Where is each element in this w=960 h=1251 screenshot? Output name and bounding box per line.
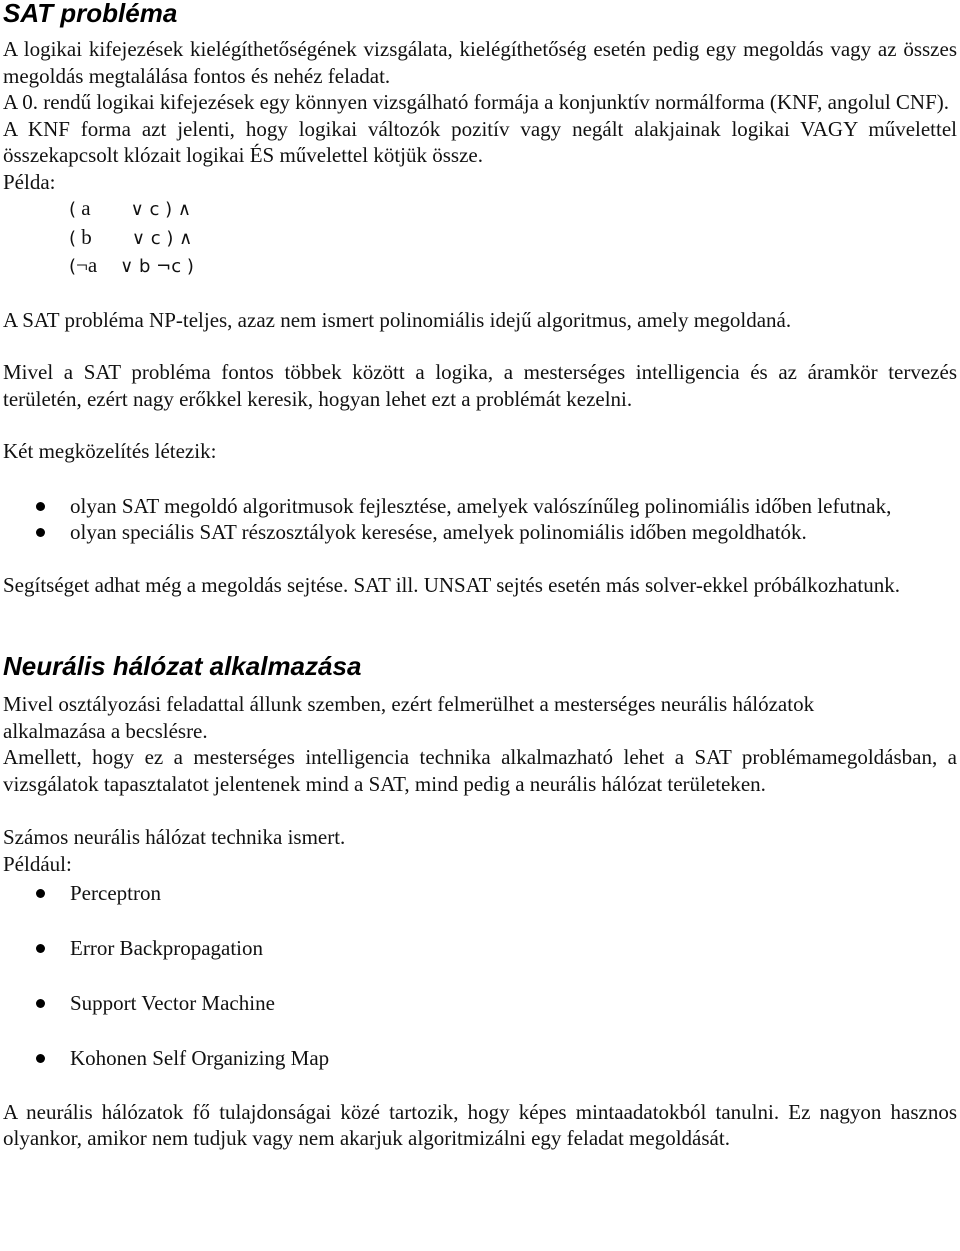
list-item: Error Backpropagation — [3, 935, 957, 962]
list-item: Support Vector Machine — [3, 990, 957, 1017]
bullet-icon — [36, 889, 45, 898]
formula-clause: ( b ∨ c ) ∧ — [69, 224, 193, 249]
section-title-sat: SAT probléma — [3, 0, 178, 28]
conjecture-paragraph: Segítséget adhat még a megoldás sejtése. SAT ill. UNSAT sejtés esetén más solver-ekkel próbálkozhatunk. — [3, 572, 900, 597]
formula-clause: (¬a ∨ b ¬c ) — [69, 253, 194, 277]
bullet-icon — [36, 502, 45, 511]
list-item: olyan speciális SAT részosztályok keresése, amelyek polinomiális időben megoldhatók. — [3, 519, 957, 546]
bullet-icon — [36, 1054, 45, 1063]
section-title-neural: Neurális hálózat alkalmazása — [3, 651, 362, 681]
examples-label: Például: — [3, 851, 72, 876]
example-label: Példa: — [3, 169, 56, 194]
techniques-list — [3, 880, 957, 1072]
cnf-example-formula — [69, 195, 957, 281]
ai-technique-paragraph: Amellett, hogy ez a mesterséges intelligencia technika alkalmazható lehet a SAT problémamegoldásban, a vizsgálatok tapasztalatot jelentenek mind a SAT, mind pedig a neurális hálózat területeken. — [3, 745, 957, 796]
approaches-list — [3, 493, 957, 546]
learning-paragraph: A neurális hálózatok fő tulajdonságai közé tartozik, hogy képes mintaadatokból tanulni. Ez nagyon hasznos olyankor, amikor nem tudjuk vagy nem akarjuk algoritmizálni egy feladat megoldását. — [3, 1099, 957, 1150]
knf-definition-paragraph: A 0. rendű logikai kifejezések egy könnyen vizsgálható formája a konjunktív normálforma (KNF, angolul CNF). — [3, 90, 950, 114]
bullet-icon — [36, 528, 45, 537]
sat-intro-paragraph: A logikai kifejezések kielégíthetőségének vizsgálata, kielégíthetőség esetén pedig egy megoldás vagy az összes megoldás megtalálása fontos és nehéz feladat. — [3, 37, 957, 88]
list-item: olyan SAT megoldó algoritmusok fejlesztése, amelyek valószínűleg polinomiális időben lefutnak, — [3, 493, 957, 520]
approaches-intro: Két megközelítés létezik: — [3, 439, 217, 463]
techniques-intro: Számos neurális hálózat technika ismert. — [3, 825, 346, 849]
list-item: Perceptron — [3, 880, 957, 907]
bullet-icon — [36, 944, 45, 953]
knf-explanation-paragraph: A KNF forma azt jelenti, hogy logikai változók pozitív vagy negált alakjainak logikai VAGY művelettel összekapcsolt klózait logikai ÉS művelettel kötjük össze. — [3, 116, 957, 167]
np-complete-paragraph: A SAT probléma NP-teljes, azaz nem ismert polinomiális idejű algoritmus, amely megoldaná. — [3, 307, 792, 332]
classification-paragraph: Mivel osztályozási feladattal állunk szemben, ezért felmerülhet a mesterséges neurális hálózatok alkalmazása a becslésre. — [3, 692, 815, 743]
motivation-paragraph: Mivel a SAT probléma fontos többek között a logika, a mesterséges intelligencia és az áramkör tervezés területén, ezért nagy erőkkel keresik, hogyan lehet ezt a problémát kezelni. — [3, 360, 957, 411]
formula-clause: ( a ∨ c ) ∧ — [69, 196, 192, 220]
list-item: Kohonen Self Organizing Map — [3, 1045, 957, 1072]
document-page — [3, 0, 957, 1152]
bullet-icon — [36, 999, 45, 1008]
